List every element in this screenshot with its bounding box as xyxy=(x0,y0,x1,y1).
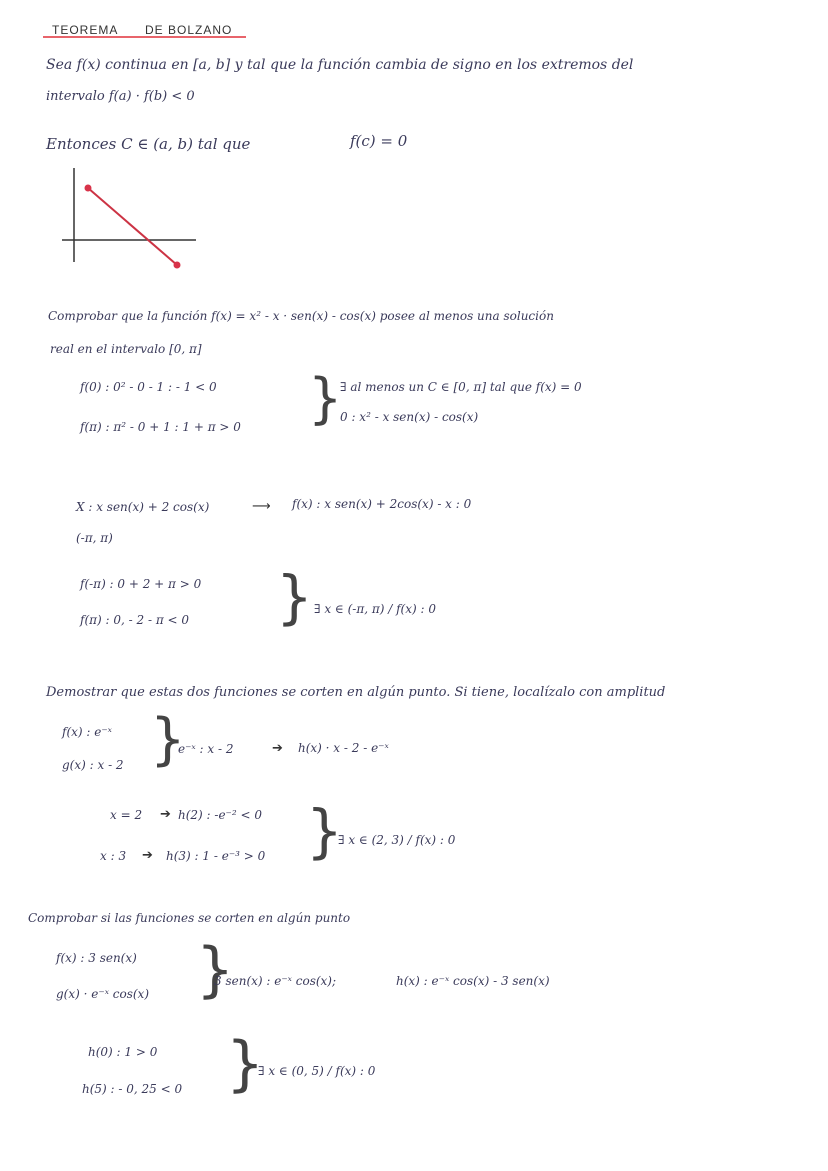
ex3-arrow-icon: ➔ xyxy=(272,741,283,756)
ex2-interval: (-π, π) xyxy=(76,531,113,545)
ex4-equation: 3 sen(x) : e⁻ˣ cos(x); xyxy=(214,974,337,988)
ex3-equation: e⁻ˣ : x - 2 xyxy=(178,742,234,756)
ex2-f-pi: f(π) : 0, - 2 - π < 0 xyxy=(80,613,190,627)
ex3-h: h(x) · x - 2 - e⁻ˣ xyxy=(298,741,389,755)
ex4-h: h(x) : e⁻ˣ cos(x) - 3 sen(x) xyxy=(396,974,550,988)
ex4-conclusion: ∃ x ∈ (0, 5) / f(x) : 0 xyxy=(258,1064,376,1078)
ex3-arrow-icon-3: ➔ xyxy=(142,848,153,863)
theorem-conclusion: f(c) = 0 xyxy=(350,132,408,150)
ex4-brace-2: } xyxy=(226,1029,265,1099)
ex1-statement-line-1: Comprobar que la función f(x) = x² - x · sen(x) - cos(x) posee al menos una solución xyxy=(48,309,554,323)
ex3-brace-2: } xyxy=(306,797,343,865)
ex1-brace: } xyxy=(308,367,343,430)
ex3-h2: h(2) : -e⁻² < 0 xyxy=(178,808,263,822)
ex1-f0: f(0) : 0² - 0 - 1 : - 1 < 0 xyxy=(80,380,217,394)
ex2-result: f(x) : x sen(x) + 2cos(x) - x : 0 xyxy=(292,497,472,511)
ex3-g: g(x) : x - 2 xyxy=(62,758,124,772)
title-word-bolzano: DE BOLZANO xyxy=(145,23,233,37)
ex4-brace-1: } xyxy=(196,935,235,1005)
ex1-conclusion-2: 0 : x² - x sen(x) - cos(x) xyxy=(340,410,479,424)
ex3-h3: h(3) : 1 - e⁻³ > 0 xyxy=(166,849,266,863)
theorem-line-3: Entonces C ∈ (a, b) tal que xyxy=(46,135,251,153)
ex4-h0: h(0) : 1 > 0 xyxy=(88,1045,158,1059)
ex3-x2: x = 2 xyxy=(110,808,143,822)
ex4-f: f(x) : 3 sen(x) xyxy=(56,951,137,965)
ex3-conclusion: ∃ x ∈ (2, 3) / f(x) : 0 xyxy=(338,833,456,847)
ex3-brace-1: } xyxy=(150,707,186,772)
ex2-conclusion: ∃ x ∈ (-π, π) / f(x) : 0 xyxy=(314,602,436,616)
figure-function-line xyxy=(88,188,177,265)
ex2-arrow-icon: ⟶ xyxy=(252,499,271,514)
ex4-h5: h(5) : - 0, 25 < 0 xyxy=(82,1082,183,1096)
ex2-equation: X : x sen(x) + 2 cos(x) xyxy=(76,500,210,514)
theorem-line-2: intervalo f(a) · f(b) < 0 xyxy=(46,89,195,104)
ex3-statement: Demostrar que estas dos funciones se corten en algún punto. Si tiene, localízalo con amplitud xyxy=(46,685,666,700)
ex3-x3: x : 3 xyxy=(100,849,127,863)
figure-point-b xyxy=(174,262,181,269)
ex2-f-neg-pi: f(-π) : 0 + 2 + π > 0 xyxy=(80,577,202,591)
ex3-f: f(x) : e⁻ˣ xyxy=(62,725,112,739)
ex1-conclusion-1: ∃ al menos un C ∈ [0, π] tal que f(x) = 0 xyxy=(340,380,582,394)
title-word-teorema: TEOREMA xyxy=(52,23,119,37)
figure-point-a xyxy=(85,185,92,192)
ex4-statement: Comprobar si las funciones se corten en algún punto xyxy=(28,911,351,925)
theorem-line-1: Sea f(x) continua en [a, b] y tal que la función cambia de signo en los extremos del xyxy=(46,57,634,73)
ex4-g: g(x) · e⁻ˣ cos(x) xyxy=(56,987,149,1001)
ex1-statement-line-2: real en el intervalo [0, π] xyxy=(50,342,202,356)
ex1-fpi: f(π) : π² - 0 + 1 : 1 + π > 0 xyxy=(80,420,241,434)
ex2-brace: } xyxy=(276,563,313,631)
ex3-arrow-icon-2: ➔ xyxy=(160,807,171,822)
